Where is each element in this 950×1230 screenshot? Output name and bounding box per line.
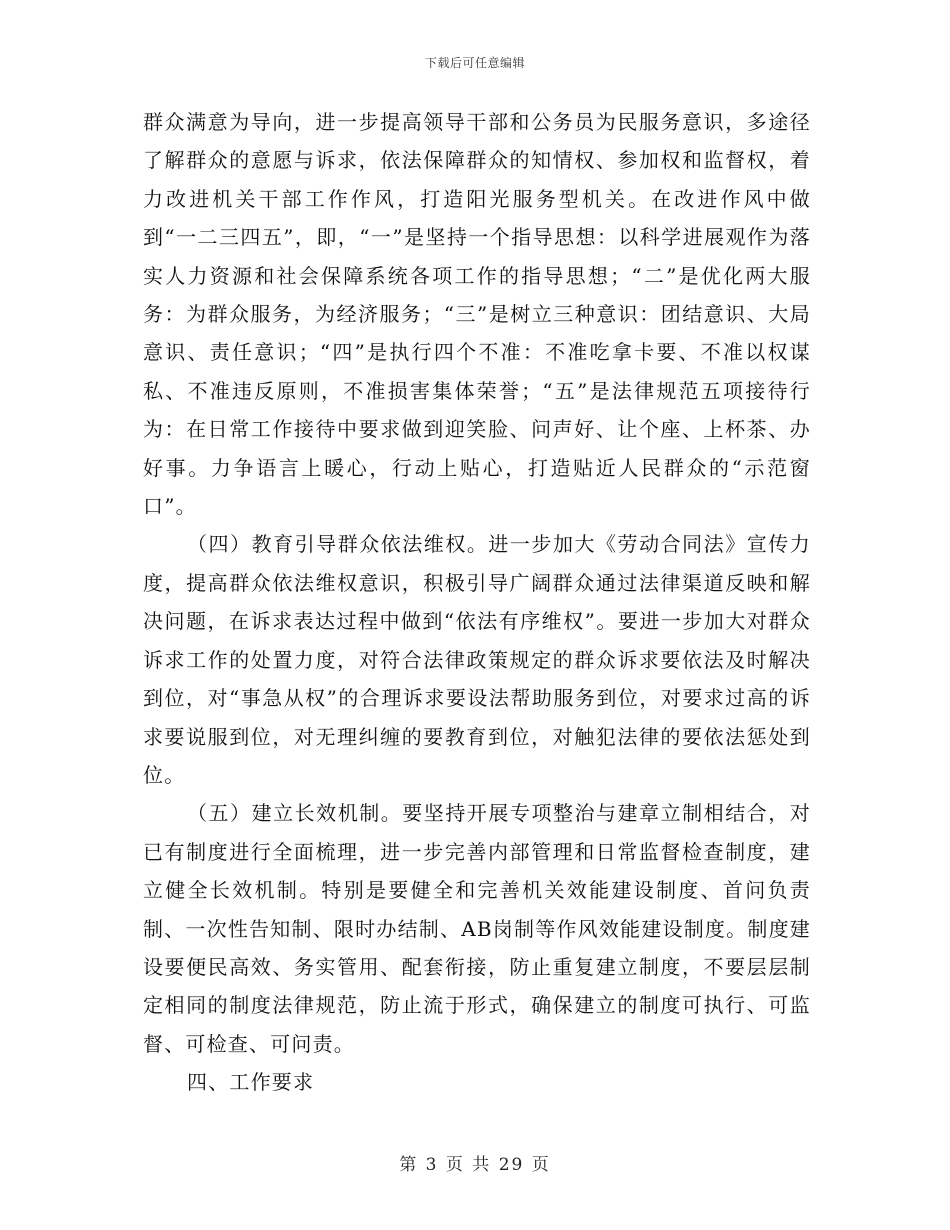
paragraph-section-five: （五）建立长效机制。要坚持开展专项整治与建章立制相结合，对已有制度进行全面梳理，进一步完善内部管理和日常监督检查制度，建立健全长效机制。特别是要健全和完善机关效能建设制度、首问负责制、一次性告知制、限时办结制、AB岗制等作风效能建设制度。制度建设要便民高效、务实管用、配套衔接，防止重复建立制度，不要层层制定相同的制度法律规范，防止流于形式，确保建立的制度可执行、可监督、可检查、可问责。 xyxy=(143,801,811,1056)
page-number-footer: 第 3 页 共 29 页 xyxy=(399,1155,551,1175)
document-body xyxy=(143,103,811,1102)
header-note: 下载后可任意编辑 xyxy=(424,56,525,70)
paragraph-section-four: （四）教育引导群众依法维权。进一步加大《劳动合同法》宣传力度，提高群众依法维权意识，积极引导广阔群众通过法律渠道反映和解决问题，在诉求表达过程中做到“依法有序维权”。要进一步加大对群众诉求工作的处置力度，对符合法律政策规定的群众诉求要依法及时解决到位，对“事急从权”的合理诉求要设法帮助服务到位，对要求过高的诉求要说服到位，对无理纠缠的要教育到位，对触犯法律的要依法惩处到位。 xyxy=(143,532,811,787)
section-heading-work-requirements: 四、工作要求 xyxy=(187,1070,315,1095)
paragraph-continuation: 群众满意为导向，进一步提高领导干部和公务员为民服务意识，多途径了解群众的意愿与诉求，依法保障群众的知情权、参加权和监督权，着力改进机关干部工作作风，打造阳光服务型机关。在改进作风中做到“一二三四五”，即，“一”是坚持一个指导思想：以科学进展观作为落实人力资源和社会保障系统各项工作的指导思想；“二”是优化两大服务：为群众服务，为经济服务；“三”是树立三种意识：团结意识、大局意识、责任意识；“四”是执行四个不准：不准吃拿卡要、不准以权谋私、不准违反原则，不准损害集体荣誉；“五”是法律规范五项接待行为：在日常工作接待中要求做到迎笑脸、问声好、让个座、上杯茶、办好事。力争语言上暖心，行动上贴心，打造贴近人民群众的“示范窗口”。 xyxy=(143,110,811,519)
